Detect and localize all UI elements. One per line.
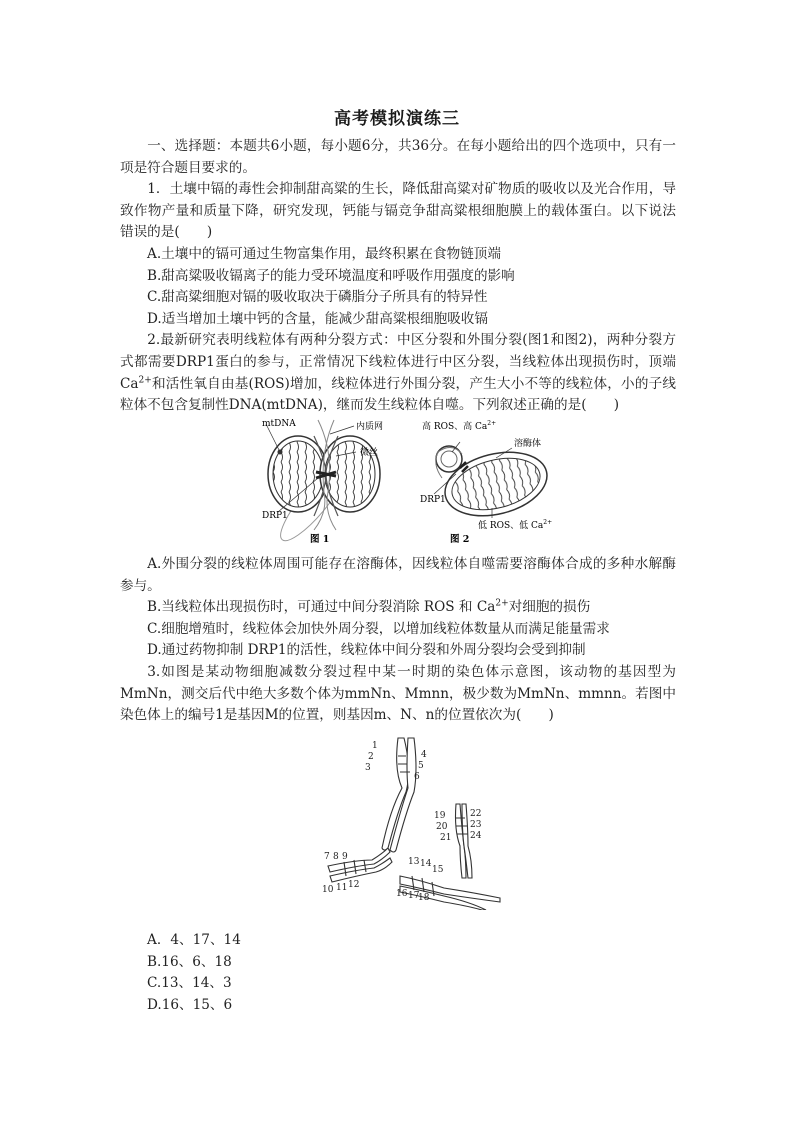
mitochondria-figure — [256, 412, 556, 548]
section-intro: 一、选择题：本题共6小题，每小题6分，共36分。在每小题给出的四个选项中，只有一项是符合题目要求的。 — [120, 138, 676, 176]
svg-text:11: 11 — [336, 883, 348, 893]
svg-text:9: 9 — [342, 852, 348, 862]
svg-text:10: 10 — [322, 885, 334, 895]
q1-option-a: A.土壤中的镉可通过生物富集作用，最终积累在食物链顶端 — [147, 245, 501, 262]
q3-option-c: C.13、14、3 — [147, 975, 232, 992]
label-low-ros-ca: 低 ROS、低 $Ca^{2+}$ — [478, 519, 553, 531]
q2-stem: 2.最新研究表明线粒体有两种分裂方式：中区分裂和外围分裂(图1和图2)，两种分裂方式都需要DRP1蛋白的参与，正常情况下线粒体进行中区分裂，当线粒体出现损伤时，顶端$Ca^{2+}$和活性氧自由基(ROS)增加，线粒体进行外围分裂，产生大小不等的线粒体，小的子线粒体不包含复制性DNA(mtDNA)，继而发生线粒体自噬。下列叙述正确的是( ) — [120, 332, 676, 414]
svg-text:19: 19 — [434, 811, 446, 821]
q1-option-d: D.适当增加土壤中钙的含量，能减少甜高粱根细胞吸收镉 — [147, 310, 488, 327]
q3-option-b: B.16、6、18 — [147, 953, 232, 970]
svg-text:20: 20 — [436, 822, 448, 832]
svg-text:16: 16 — [396, 889, 408, 899]
q2-option-c: C.细胞增殖时，线粒体会加快外周分裂，以增加线粒体数量从而满足能量需求 — [147, 620, 610, 637]
q3-option-d: D.16、15、6 — [147, 996, 233, 1013]
q2-option-d: D.通过药物抑制 DRP1的活性，线粒体中间分裂和外周分裂均会受到抑制 — [147, 642, 586, 659]
label-drp1-fig1: DRP1 — [262, 511, 288, 521]
svg-text:7: 7 — [324, 852, 330, 862]
svg-text:5: 5 — [418, 761, 424, 771]
svg-text:13: 13 — [408, 857, 420, 867]
q2-option-b: B.当线粒体出现损伤时，可通过中间分裂消除 ROS 和 $Ca^{2+}$对细胞的损伤 — [147, 598, 591, 616]
svg-text:24: 24 — [470, 831, 482, 841]
svg-text:1: 1 — [372, 741, 378, 751]
svg-text:6: 6 — [414, 772, 420, 782]
chromosome-pair-top — [382, 738, 416, 852]
q3-stem: 3.如图是某动物细胞减数分裂过程中某一时期的染色体示意图，该动物的基因型为MmNn，测交后代中绝大多数个体为mmNn、Mmnn，极少数为MmNn、mmnn。若图中染色体上的编号1是基因M的位置，则基因m、N、n的位置依次为( ) — [120, 663, 676, 724]
svg-text:17: 17 — [408, 891, 420, 901]
label-lysosome: 溶酶体 — [514, 439, 542, 449]
label-drp1-fig2: DRP1 — [420, 495, 446, 505]
svg-text:14: 14 — [420, 859, 432, 869]
q3-option-a: A．4、17、14 — [147, 932, 241, 948]
intro-and-q1 — [120, 136, 676, 417]
svg-text:18: 18 — [418, 893, 430, 903]
label-microfilament: 微丝 — [360, 448, 379, 458]
svg-text:2: 2 — [368, 752, 374, 762]
q1-option-b: B.甜高粱吸收镉离子的能力受环境温度和呼吸作用强度的影响 — [147, 267, 515, 284]
mitochondria-svg — [256, 412, 556, 548]
svg-text:12: 12 — [348, 880, 360, 890]
figure1-mitochondrion — [266, 420, 380, 548]
label-high-ros-ca: 高 ROS、高 $Ca^{2+}$ — [422, 420, 497, 432]
caption-fig1: 图 1 — [310, 534, 330, 545]
q2-options-and-q3 — [120, 554, 676, 727]
svg-text:8: 8 — [333, 852, 339, 862]
q1-stem: 1．土壤中镉的毒性会抑制甜高粱的生长，降低甜高粱对矿物质的吸收以及光合作用，导致作物产量和质量下降，研究发现，钙能与镉竞争甜高粱根细胞膜上的载体蛋白。以下说法错误的是( ) — [120, 181, 676, 241]
q3-options — [120, 930, 676, 1016]
svg-text:15: 15 — [432, 865, 444, 875]
svg-text:4: 4 — [421, 750, 427, 760]
caption-fig2: 图 2 — [450, 534, 470, 545]
chromosome-figure — [310, 730, 520, 910]
svg-text:23: 23 — [470, 820, 482, 830]
svg-text:21: 21 — [440, 833, 452, 843]
figure2-mitochondrion — [434, 442, 554, 526]
page-title: 高考模拟演练三 — [334, 109, 460, 129]
chromosome-svg — [310, 730, 520, 910]
q2-option-a: A.外围分裂的线粒体周围可能存在溶酶体，因线粒体自噬需要溶酶体合成的多种水解酶参与。 — [120, 556, 676, 594]
label-er: 内质网 — [356, 422, 384, 432]
label-mtdna: mtDNA — [262, 419, 296, 429]
svg-text:22: 22 — [470, 809, 482, 819]
svg-text:3: 3 — [365, 763, 371, 773]
q1-option-c: C.甜高粱细胞对镉的吸收取决于磷脂分子所具有的特异性 — [147, 289, 488, 306]
